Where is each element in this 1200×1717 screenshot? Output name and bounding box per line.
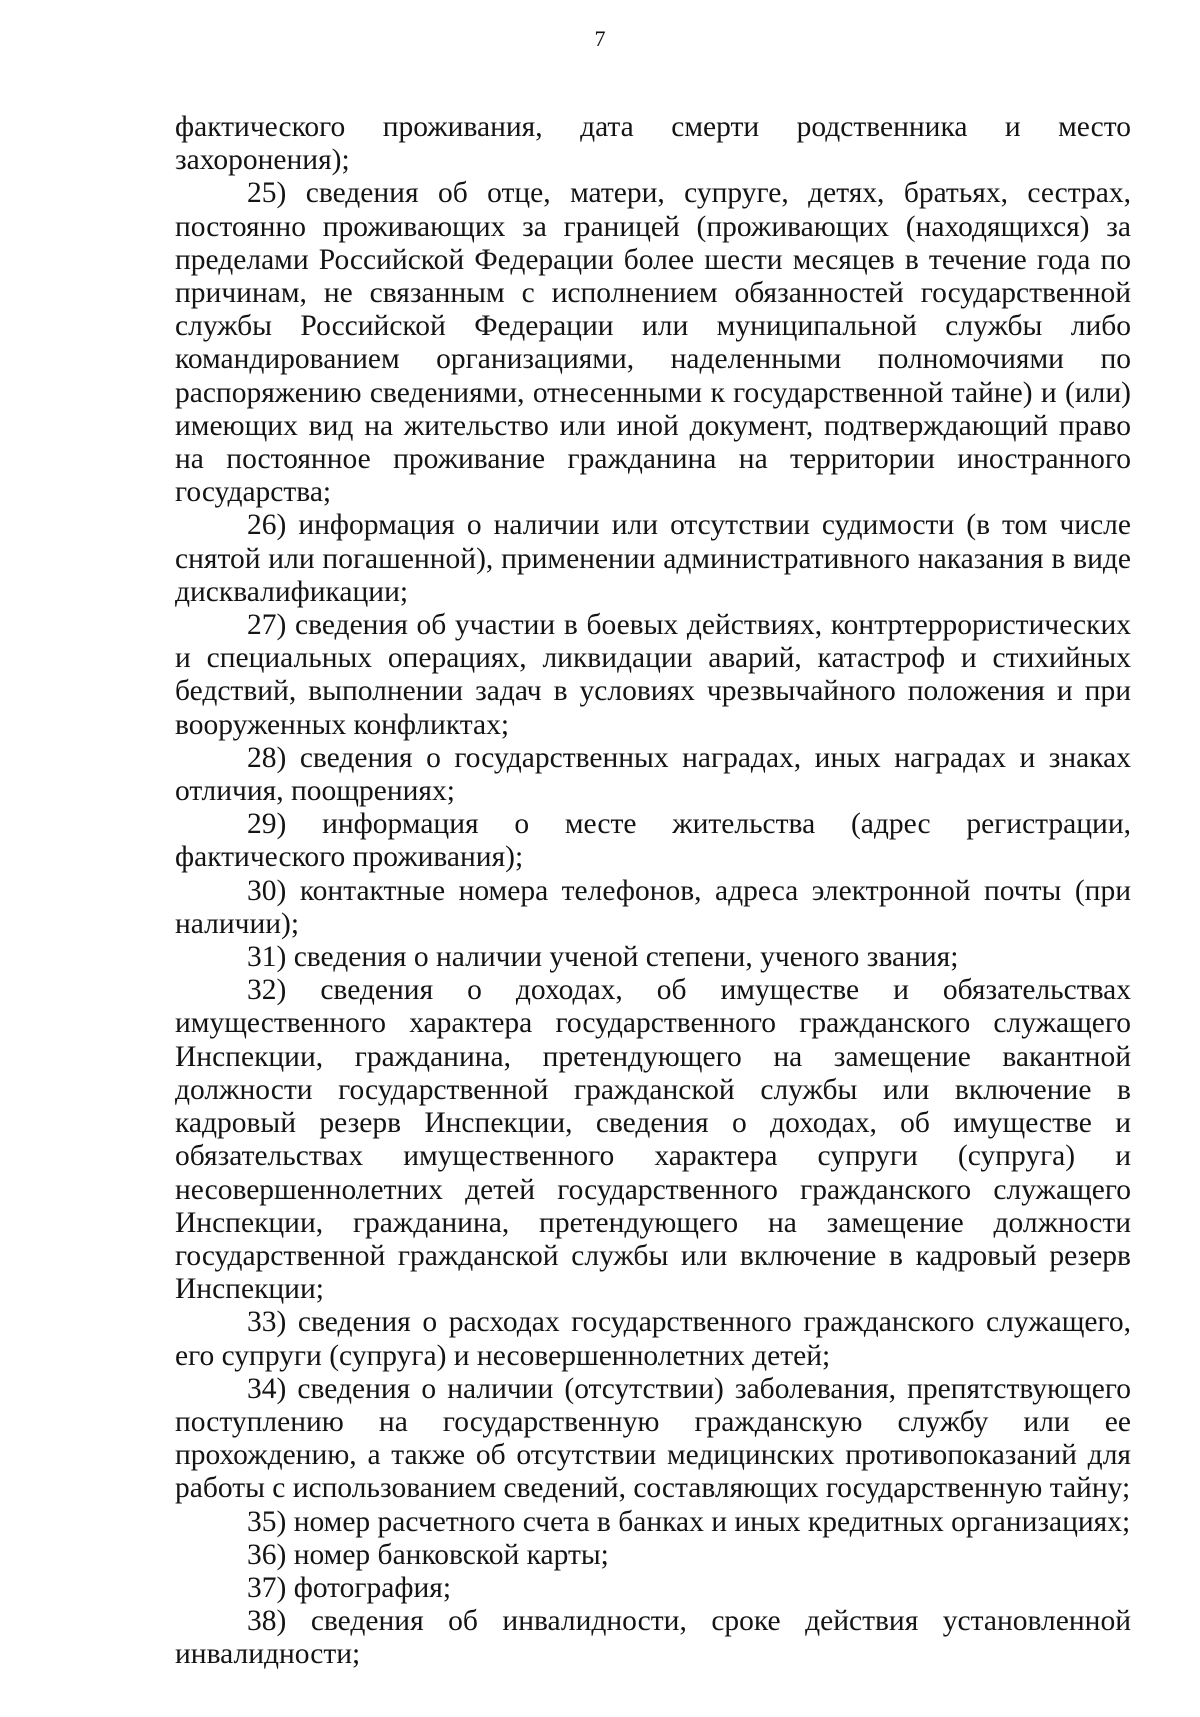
list-item-35: 35) номер расчетного счета в банках и иных кредитных организациях; — [247, 1505, 1131, 1538]
document-body — [175, 111, 1131, 1672]
list-item-36: 36) номер банковской карты; — [247, 1538, 609, 1571]
list-item-26: 26) информация о наличии или отсутствии судимости (в том числе снятой или погашенной), применении административного наказания в виде дисквалификации; — [175, 509, 1131, 608]
page-number: 7 — [594, 26, 606, 51]
list-item-38: 38) сведения об инвалидности, сроке действия установленной инвалидности; — [175, 1605, 1131, 1671]
list-item-25: 25) сведения об отце, матери, супруге, детях, братьях, сестрах, постоянно проживающих за границей (проживающих (находящихся) за пределами Российской Федерации более шести месяцев в течение года по причинам, не связанным с исполнением обязанностей государственной службы Российской Федерации или муниципальной службы либо командированием организациями, наделенными полномочиями по распоряжению сведениями, отнесенными к государственной тайне) и (или) имеющих вид на жительство или иной документ, подтверждающий право на постоянное проживание гражданина на территории иностранного государства; — [175, 177, 1131, 509]
paragraph-continuation: фактического проживания, дата смерти родственника и место захоронения); — [175, 111, 1131, 177]
list-item-31: 31) сведения о наличии ученой степени, ученого звания; — [247, 941, 959, 974]
list-item-30: 30) контактные номера телефонов, адреса электронной почты (при наличии); — [175, 874, 1131, 940]
list-item-34: 34) сведения о наличии (отсутствии) заболевания, препятствующего поступлению на государственную гражданскую службу или ее прохождению, а также об отсутствии медицинских противопоказаний для работы с использованием сведений, составляющих государственную тайну; — [175, 1372, 1131, 1505]
list-item-32: 32) сведения о доходах, об имуществе и обязательствах имущественного характера государственного гражданского служащего Инспекции, гражданина, претендующего на замещение вакантной должности государственной гражданской службы или включение в кадровый резерв Инспекции, сведения о доходах, об имуществе и обязательствах имущественного характера супруги (супруга) и несовершеннолетних детей государственного гражданского служащего Инспекции, гражданина, претендующего на замещение должности государственной гражданской службы или включение в кадровый резерв Инспекции; — [175, 974, 1131, 1306]
list-item-27: 27) сведения об участии в боевых действиях, контртеррористических и специальных операциях, ликвидации аварий, катастроф и стихийных бедствий, выполнении задач в условиях чрезвычайного положения и при вооруженных конфликтах; — [175, 609, 1131, 741]
list-item-37: 37) фотография; — [247, 1571, 452, 1604]
list-item-29: 29) информация о месте жительства (адрес регистрации, фактического проживания); — [175, 808, 1131, 874]
list-item-28: 28) сведения о государственных наградах, иных наградах и знаках отличия, поощрениях; — [175, 741, 1131, 808]
list-item-33: 33) сведения о расходах государственного гражданского служащего, его супруги (супруга) и несовершеннолетних детей; — [175, 1306, 1131, 1372]
